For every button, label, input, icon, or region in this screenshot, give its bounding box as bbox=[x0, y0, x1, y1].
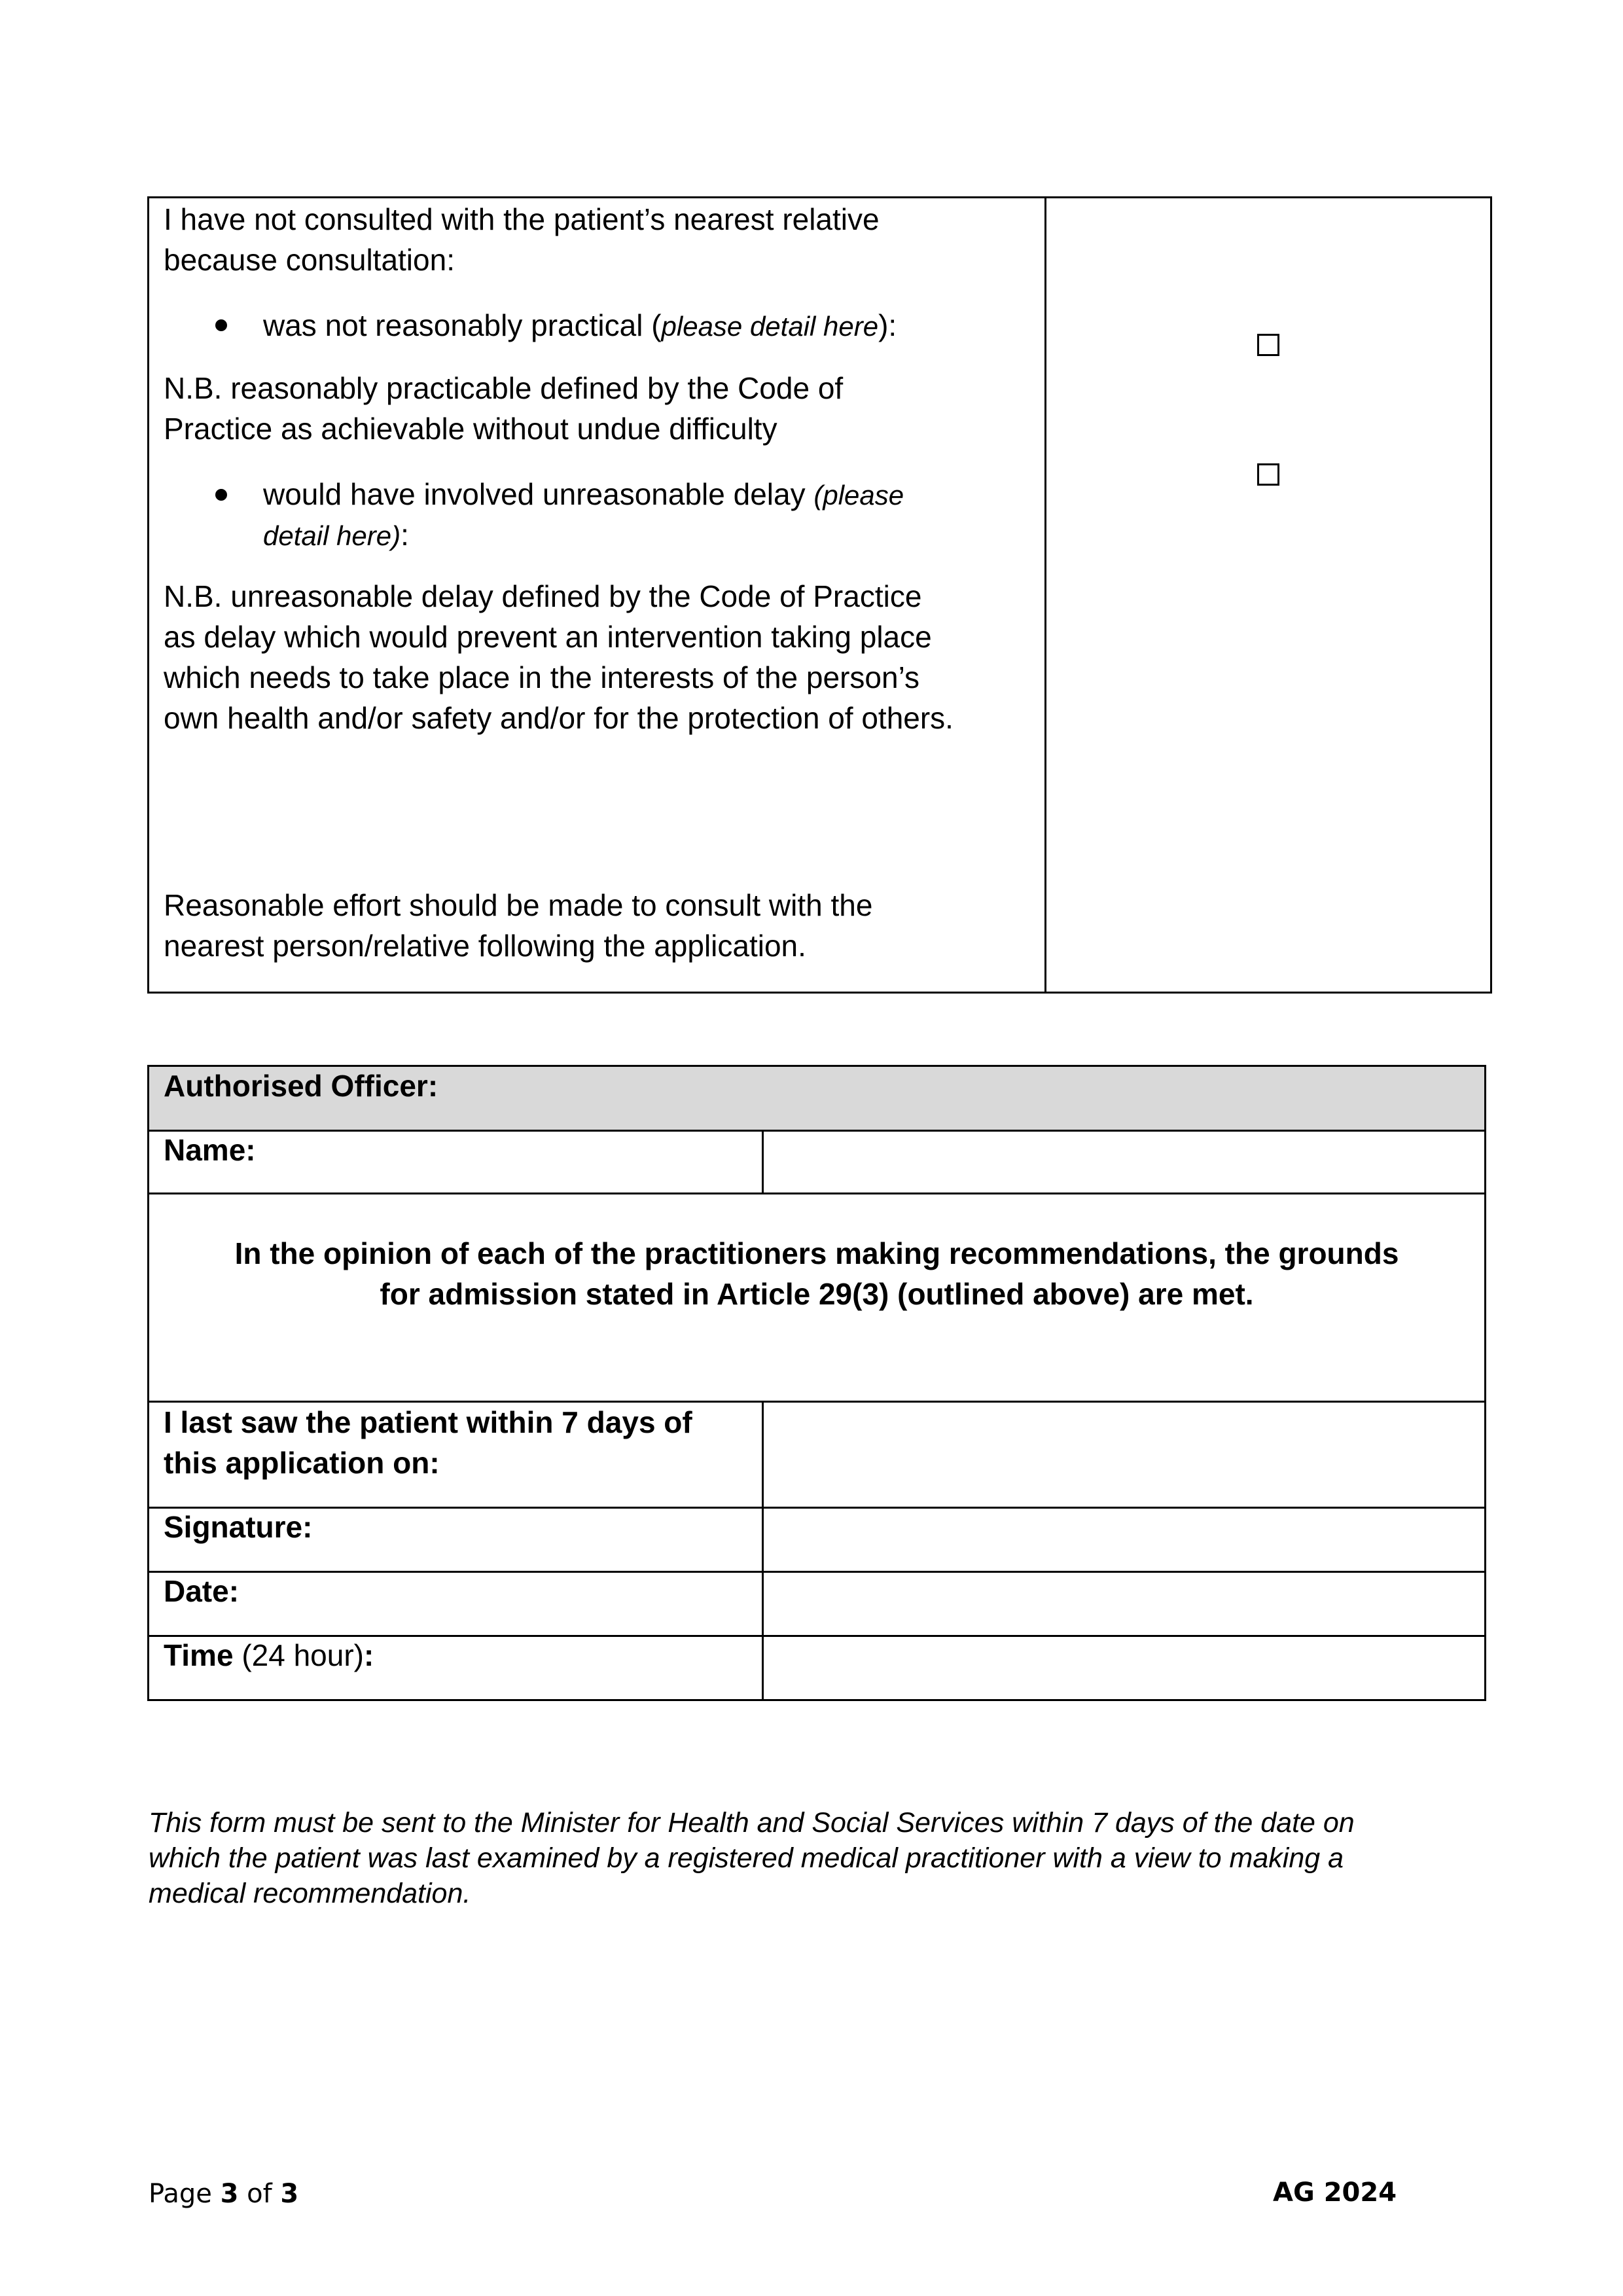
consult-intro-line1: I have not consulted with the patient’s nearest relative bbox=[164, 202, 880, 236]
nb-practicable-line1: N.B. reasonably practicable defined by the Code of bbox=[164, 371, 844, 405]
effort-line2: nearest person/relative following the application. bbox=[164, 929, 806, 963]
nb-practicable-line2: Practice as achievable without undue difficulty bbox=[164, 412, 777, 446]
page-current: 3 bbox=[220, 2179, 239, 2209]
option-not-practical-text: was not reasonably practical ( bbox=[263, 308, 662, 342]
not-practical-checkbox[interactable] bbox=[1257, 334, 1279, 356]
time-field[interactable] bbox=[766, 1637, 1484, 1699]
nb-delay-line1: N.B. unreasonable delay defined by the Code of Practice bbox=[164, 579, 922, 613]
option-not-practical-close: ): bbox=[878, 308, 897, 342]
option-not-practical bbox=[263, 305, 897, 347]
note-line3: medical recommendation. bbox=[149, 1878, 471, 1909]
column-divider bbox=[762, 1130, 764, 1194]
last-saw-line1: I last saw the patient within 7 days of bbox=[164, 1405, 692, 1439]
option-unreasonable-delay-close: : bbox=[401, 518, 409, 552]
page-of: of bbox=[238, 2179, 281, 2209]
effort-line1: Reasonable effort should be made to consult with the bbox=[164, 888, 873, 922]
option-unreasonable-delay-line2 bbox=[263, 514, 409, 556]
name-field[interactable] bbox=[766, 1132, 1484, 1193]
last-saw-date-field[interactable] bbox=[766, 1403, 1484, 1507]
page-number bbox=[149, 2178, 298, 2210]
time-label-word: Time bbox=[164, 1638, 234, 1672]
page-total: 3 bbox=[280, 2179, 299, 2209]
row-divider bbox=[147, 1193, 1486, 1194]
unreasonable-delay-checkbox[interactable] bbox=[1257, 463, 1279, 486]
nb-delay-line4: own health and/or safety and/or for the protection of others. bbox=[164, 701, 954, 735]
note-line2: which the patient was last examined by a registered medical practitioner with a view to making a bbox=[149, 1842, 1344, 1874]
page-word: Page bbox=[149, 2179, 221, 2209]
bullet-icon bbox=[215, 489, 227, 501]
column-divider bbox=[762, 1401, 764, 1701]
nb-delay-line2: as delay which would prevent an intervention taking place bbox=[164, 620, 932, 654]
time-label-colon: : bbox=[363, 1638, 374, 1672]
option-unreasonable-delay-hint: (please bbox=[813, 480, 904, 511]
option-unreasonable-delay-text: would have involved unreasonable delay bbox=[263, 477, 814, 511]
name-label: Name: bbox=[164, 1133, 256, 1167]
date-field[interactable] bbox=[766, 1573, 1484, 1635]
option-unreasonable-delay bbox=[263, 474, 904, 516]
bullet-icon bbox=[215, 319, 227, 331]
note-line1: This form must be sent to the Minister for Health and Social Services within 7 days of the date on bbox=[149, 1807, 1355, 1839]
time-label bbox=[164, 1635, 374, 1676]
opinion-line2: for admission stated in Article 29(3) (outlined above) are met. bbox=[380, 1277, 1254, 1311]
opinion-line1: In the opinion of each of the practitioners making recommendations, the grounds bbox=[234, 1236, 1399, 1270]
signature-field[interactable] bbox=[766, 1509, 1484, 1571]
signature-label: Signature: bbox=[164, 1510, 313, 1544]
consult-intro-line2: because consultation: bbox=[164, 243, 455, 277]
officer-header: Authorised Officer: bbox=[164, 1069, 438, 1103]
option-not-practical-hint: please detail here bbox=[661, 311, 879, 342]
last-saw-line2: this application on: bbox=[164, 1446, 440, 1480]
time-label-unit: (24 hour) bbox=[233, 1638, 364, 1672]
consultation-divider bbox=[1044, 196, 1046, 994]
nb-delay-line3: which needs to take place in the interests of the person’s bbox=[164, 660, 919, 694]
date-label: Date: bbox=[164, 1574, 240, 1608]
option-unreasonable-delay-hint-cont: detail here) bbox=[263, 520, 401, 551]
document-code: AG 2024 bbox=[1273, 2178, 1397, 2208]
